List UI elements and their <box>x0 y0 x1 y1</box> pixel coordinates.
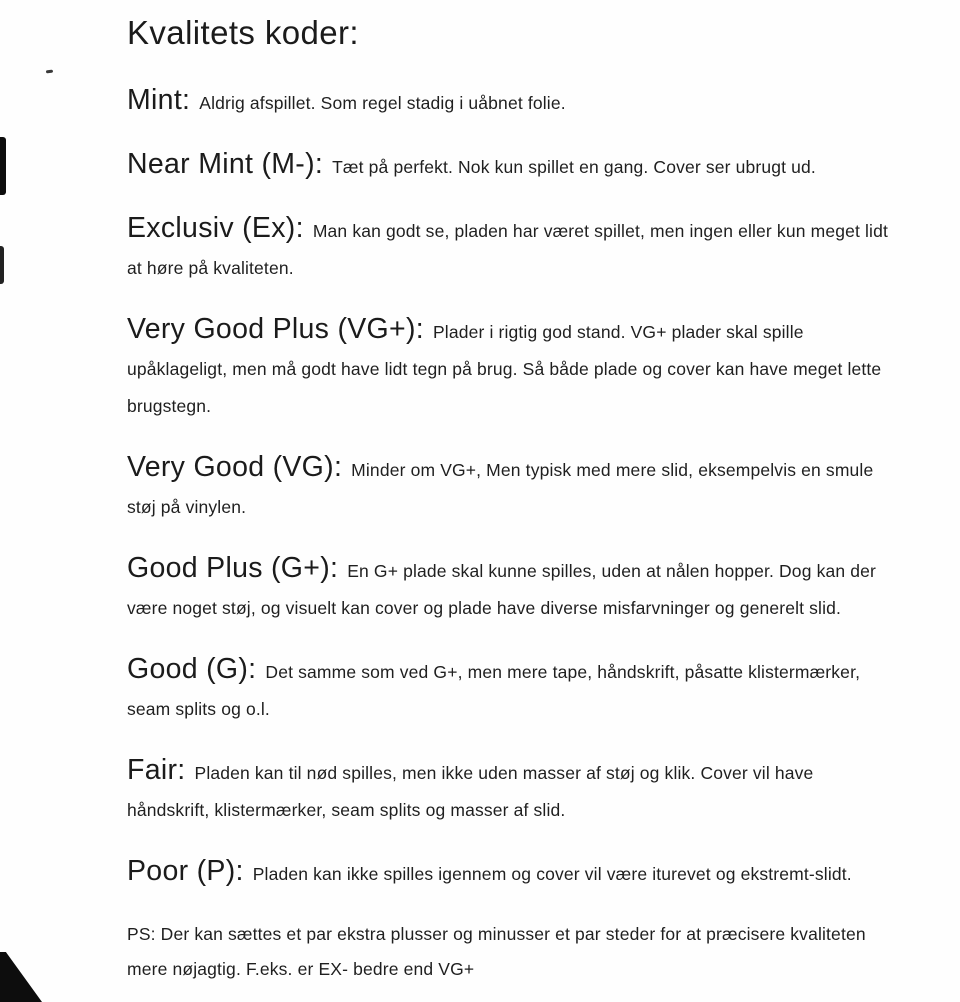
footnote: PS: Der kan sættes et par ekstra plusser og minusser et par steder for at præcisere kvaliteten mere nøjagtig. F.eks. er EX- bedre end VG+ <box>127 924 866 979</box>
grade-term: Poor (P): <box>127 855 244 887</box>
grade-description: Pladen kan ikke spilles igennem og cover vil være iturevet og ekstremt-slidt. <box>252 864 852 884</box>
grade-term: Very Good (VG): <box>127 451 343 483</box>
grade-description: Minder om VG+, Men typisk med mere slid, eksempelvis en smule støj på vinylen. <box>127 460 874 517</box>
grade-term: Good Plus (G+): <box>127 552 339 584</box>
scan-artifact-left-edge-mark-2 <box>0 246 4 284</box>
grade-description: Man kan godt se, pladen har været spillet, men ingen eller kun meget lidt at høre på kvaliteten. <box>127 221 888 278</box>
grade-term: Near Mint (M-): <box>127 148 324 180</box>
grade-entry-fair <box>127 752 888 829</box>
grade-term: Good (G): <box>127 653 257 685</box>
grade-entry-near-mint <box>127 146 888 186</box>
grade-entry-very-good <box>127 449 888 526</box>
grade-description: Tæt på perfekt. Nok kun spillet en gang. Cover ser ubrugt ud. <box>332 157 816 177</box>
grade-term: Fair: <box>127 754 186 786</box>
scan-artifact-left-edge-mark-1 <box>0 137 6 195</box>
grade-entry-exclusiv <box>127 210 888 287</box>
grade-description: Aldrig afspillet. Som regel stadig i uåbnet folie. <box>199 93 566 113</box>
grade-term: Very Good Plus (VG+): <box>127 313 424 345</box>
grade-entry-mint <box>127 82 888 122</box>
page-title: Kvalitets koder: <box>127 14 360 51</box>
grade-description: Det samme som ved G+, men mere tape, håndskrift, påsatte klistermærker, seam splits og o.l. <box>127 662 861 719</box>
grade-entry-good <box>127 651 888 728</box>
grade-entry-very-good-plus <box>127 311 888 425</box>
grade-term: Mint: <box>127 84 191 116</box>
grade-description: Pladen kan til nød spilles, men ikke uden masser af støj og klik. Cover vil have håndskrift, klistermærker, seam splits og masser af slid. <box>127 763 814 820</box>
grade-description: En G+ plade skal kunne spilles, uden at nålen hopper. Dog kan der være noget støj, og visuelt kan cover og plade have diverse misfarvninger og generelt slid. <box>127 561 877 618</box>
grade-entry-good-plus <box>127 550 888 627</box>
grade-entry-poor <box>127 853 888 893</box>
grade-description: Plader i rigtig god stand. VG+ plader skal spille upåklageligt, men må godt have lidt tegn på brug. Så både plade og cover kan have meget lette brugstegn. <box>127 322 882 416</box>
grade-term: Exclusiv (Ex): <box>127 212 304 244</box>
